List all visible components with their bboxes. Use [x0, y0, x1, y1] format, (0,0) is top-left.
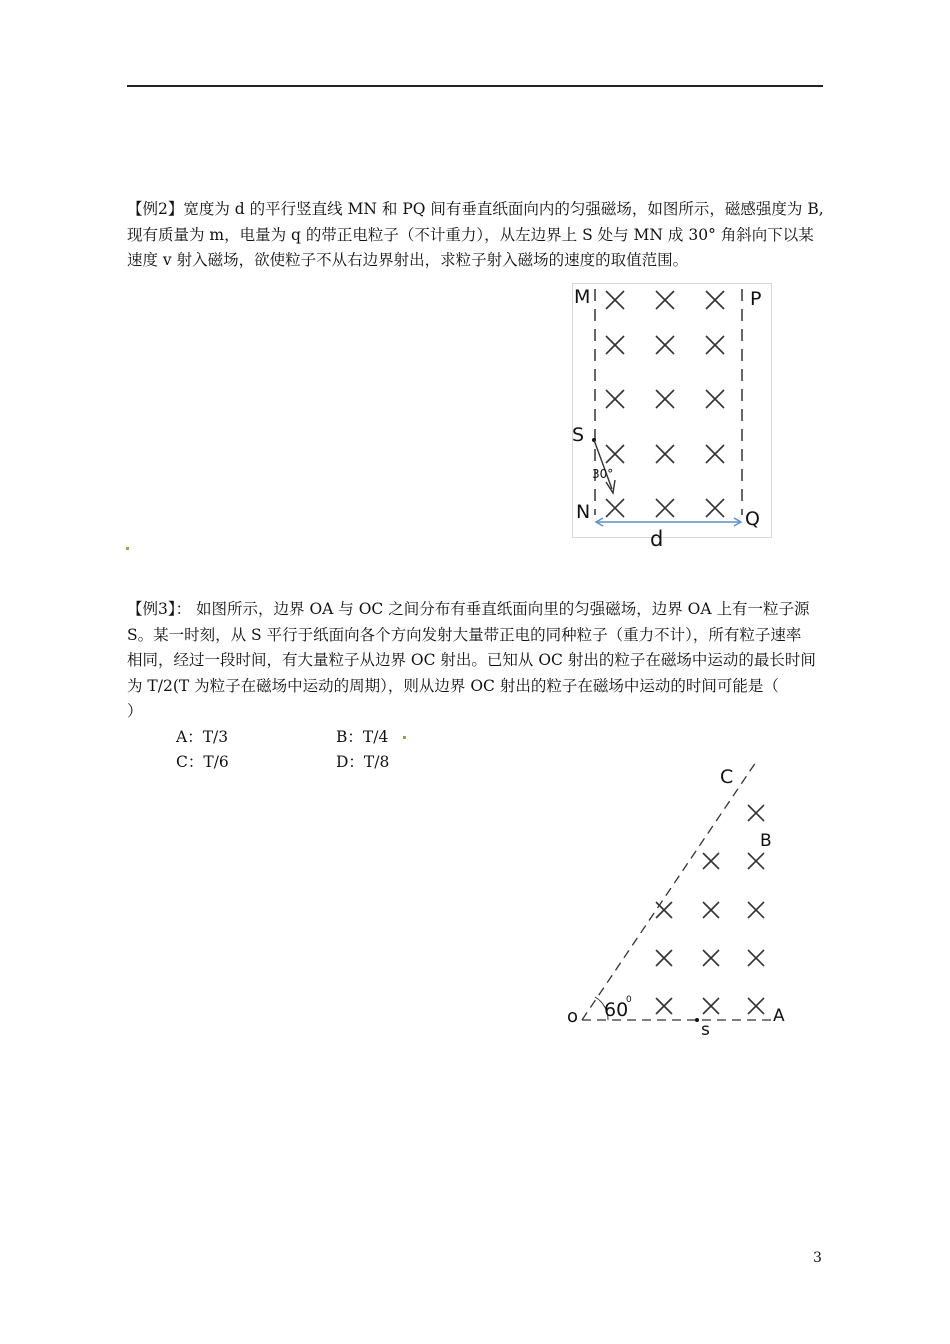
magnetic-field-figure-2 — [560, 752, 800, 1042]
example3-line: 【例3】： 如图所示，边界 OA 与 OC 之间分布有垂直纸面向里的匀强磁场，边界 OA 上有一粒子源 — [127, 600, 810, 618]
example3-line: S。某一时刻，从 S 平行于纸面向各个方向发射大量带正电的同种粒子（重力不计），所有粒子速率 — [127, 625, 802, 644]
example3-text — [127, 597, 824, 725]
label-d: d — [650, 527, 664, 551]
label-s: s — [701, 1020, 710, 1040]
label-m: M — [574, 286, 591, 308]
label-q: Q — [745, 508, 760, 530]
label-p: P — [750, 288, 762, 310]
label-c: C — [720, 766, 734, 788]
field-crosses — [606, 291, 724, 517]
example2-line: 现有质量为 m，电量为 q 的带正电粒子（不计重力），从左边界上 S 处与 MN 成 30° 角斜向下以某 — [127, 225, 814, 244]
example3-line: ） — [127, 702, 143, 720]
example3-line: 为 T/2(T 为粒子在磁场中运动的周期），则从边界 OC 射出的粒子在磁场中运动的时间可能是（ — [127, 676, 779, 695]
example2-line: 速度 v 射入磁场，欲使粒子不从右边界射出，求粒子射入磁场的速度的取值范围。 — [127, 251, 689, 269]
source-point-s — [695, 1018, 699, 1022]
degree-mark: 0 — [626, 995, 632, 1005]
option-d: D：T/8 — [336, 753, 390, 771]
example2-text — [127, 197, 824, 274]
option-b: B：T/4 — [336, 728, 389, 746]
boundary-oc — [582, 759, 758, 1020]
scan-speck — [403, 736, 406, 739]
option-c: C：T/6 — [176, 753, 229, 771]
label-a: A — [773, 1006, 785, 1026]
header-rule — [127, 85, 823, 87]
example2-line: 【例2】宽度为 d 的平行竖直线 MN 和 PQ 间有垂直纸面向内的匀强磁场，如图所示，磁感强度为 B, — [127, 200, 824, 218]
example3-line: 相同，经过一段时间，有大量粒子从边界 OC 射出。已知从 OC 射出的粒子在磁场中运动的最长时间 — [127, 651, 816, 669]
label-n: N — [576, 501, 591, 523]
label-b: B — [760, 831, 772, 851]
field-crosses — [656, 805, 764, 1014]
page-number: 3 — [813, 1250, 822, 1266]
option-a: A：T/3 — [176, 728, 229, 746]
label-o: o — [567, 1006, 579, 1027]
scan-speck — [126, 547, 129, 550]
angle-label: 30° — [592, 467, 614, 481]
label-s: S — [572, 424, 585, 446]
angle-label: 60 — [604, 999, 629, 1021]
magnetic-field-figure-1 — [572, 283, 772, 551]
